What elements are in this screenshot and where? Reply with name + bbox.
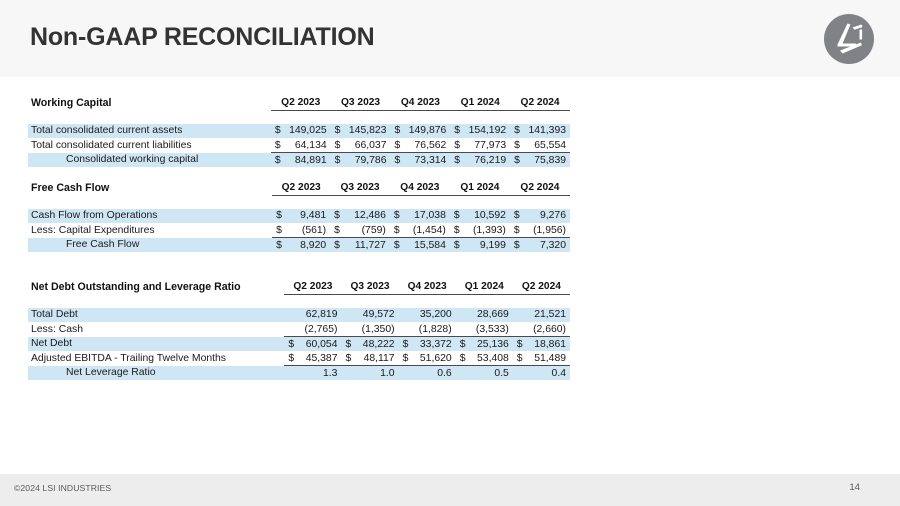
currency-symbol	[399, 308, 412, 323]
cell-value: (561)	[286, 223, 331, 238]
cell-value: 79,786	[344, 153, 391, 168]
cell-value: 145,823	[344, 124, 391, 139]
column-header-q2-2023: Q2 2023	[271, 96, 331, 111]
table-header-row	[28, 181, 570, 196]
currency-symbol: $	[450, 138, 463, 153]
column-header-q3-2023: Q3 2023	[330, 181, 390, 196]
currency-symbol	[284, 308, 297, 323]
page-title: Non-GAAP RECONCILIATION	[30, 23, 375, 51]
currency-symbol: $	[510, 124, 523, 139]
page-number: 14	[849, 482, 860, 493]
cell-value: 17,038	[403, 209, 450, 224]
cell-value: 18,861	[525, 337, 570, 352]
cell-value: 25,136	[468, 337, 512, 352]
column-header-q1-2024: Q1 2024	[456, 280, 513, 295]
currency-symbol: $	[456, 351, 469, 366]
cell-value: 76,562	[403, 138, 450, 153]
row-label: Net Debt	[28, 337, 284, 352]
row-label: Total consolidated current assets	[28, 124, 271, 139]
row-label: Total consolidated current liabilities	[31, 139, 192, 151]
cell-value: 64,134	[284, 138, 331, 153]
row-label: Less: Cash	[31, 323, 83, 335]
currency-symbol: $	[272, 223, 285, 238]
cell-value: 45,387	[297, 351, 341, 366]
column-header-q1-2024: Q1 2024	[450, 96, 510, 111]
cell-value: 8,920	[286, 238, 331, 253]
cell-value: 33,372	[411, 337, 455, 352]
currency-symbol: $	[272, 209, 285, 224]
currency-symbol: $	[399, 351, 412, 366]
cell-value: 49,572	[354, 308, 398, 323]
table-net-debt	[28, 280, 570, 380]
cell-value: (3,533)	[468, 322, 512, 337]
cell-value: 51,489	[525, 351, 570, 366]
currency-symbol: $	[330, 238, 343, 253]
cell-value: 7,320	[523, 238, 570, 253]
currency-symbol: $	[331, 138, 344, 153]
cell-value: 15,584	[403, 238, 450, 253]
table-row	[28, 308, 570, 323]
cell-value: 60,054	[297, 337, 341, 352]
row-label: Cash Flow from Operations	[28, 209, 272, 224]
currency-symbol	[284, 322, 297, 337]
cell-value: (1,454)	[403, 223, 450, 238]
column-header-q2-2023: Q2 2023	[272, 181, 330, 196]
row-label: Adjusted EBITDA - Trailing Twelve Months	[31, 352, 227, 364]
currency-symbol	[399, 366, 412, 381]
row-label: Total Debt	[28, 308, 284, 323]
cell-value: 75,839	[523, 153, 570, 168]
currency-symbol: $	[284, 351, 297, 366]
cell-value: 62,819	[297, 308, 341, 323]
column-header-q4-2023: Q4 2023	[390, 96, 450, 111]
table-row	[28, 223, 570, 238]
table-header-row	[28, 280, 570, 295]
currency-symbol: $	[399, 337, 412, 352]
cell-value: 21,521	[525, 308, 570, 323]
currency-symbol	[341, 308, 354, 323]
currency-symbol: $	[390, 223, 403, 238]
currency-symbol	[456, 366, 469, 381]
table-body	[28, 196, 570, 253]
cell-value: (1,828)	[411, 322, 455, 337]
currency-symbol: $	[330, 209, 343, 224]
row-label: Net Leverage Ratio	[28, 366, 284, 381]
currency-symbol: $	[341, 337, 354, 352]
row-label: Less: Capital Expenditures	[31, 224, 155, 236]
table-body	[28, 295, 570, 381]
currency-symbol: $	[331, 124, 344, 139]
table-row	[28, 351, 570, 366]
cell-value: 9,481	[286, 209, 331, 224]
table-row-subtotal	[28, 366, 570, 381]
cell-value: 66,037	[344, 138, 391, 153]
column-header-q4-2023: Q4 2023	[399, 280, 456, 295]
column-header-q2-2024: Q2 2024	[513, 280, 570, 295]
lsi-logo	[823, 13, 875, 65]
cell-value: 12,486	[344, 209, 390, 224]
currency-symbol: $	[390, 238, 403, 253]
cell-value: 35,200	[411, 308, 455, 323]
table-row	[28, 209, 570, 224]
currency-symbol: $	[272, 238, 285, 253]
column-header-q4-2023: Q4 2023	[390, 181, 450, 196]
row-label: Free Cash Flow	[28, 238, 272, 253]
cell-value: 76,219	[463, 153, 510, 168]
table-row	[28, 337, 570, 352]
cell-value: 0.5	[468, 366, 512, 381]
cell-value: 1.0	[354, 366, 398, 381]
currency-symbol: $	[510, 138, 523, 153]
currency-symbol	[513, 366, 526, 381]
cell-value: 84,891	[284, 153, 331, 168]
cell-value: 9,199	[463, 238, 510, 253]
column-header-q2-2023: Q2 2023	[284, 280, 341, 295]
currency-symbol	[341, 322, 354, 337]
currency-symbol	[284, 366, 297, 381]
cell-value: 149,876	[403, 124, 450, 139]
currency-symbol: $	[330, 223, 343, 238]
currency-symbol: $	[331, 153, 344, 168]
currency-symbol: $	[456, 337, 469, 352]
cell-value: 0.4	[525, 366, 570, 381]
table-working-capital	[28, 96, 570, 167]
currency-symbol: $	[510, 209, 523, 224]
cell-value: 77,973	[463, 138, 510, 153]
cell-value: 51,620	[411, 351, 455, 366]
currency-symbol: $	[450, 238, 463, 253]
cell-value: (1,393)	[463, 223, 510, 238]
currency-symbol: $	[513, 337, 526, 352]
cell-value: (2,660)	[525, 322, 570, 337]
column-header-q2-2024: Q2 2024	[510, 181, 570, 196]
currency-symbol	[456, 308, 469, 323]
table-row	[28, 124, 570, 139]
currency-symbol: $	[284, 337, 297, 352]
table-row-subtotal	[28, 153, 570, 168]
cell-value: 1.3	[297, 366, 341, 381]
currency-symbol	[399, 322, 412, 337]
cell-value: 48,222	[354, 337, 398, 352]
currency-symbol: $	[450, 223, 463, 238]
cell-value: 154,192	[463, 124, 510, 139]
slide-header	[0, 0, 900, 78]
cell-value: 48,117	[354, 351, 398, 366]
currency-symbol	[513, 322, 526, 337]
currency-symbol: $	[390, 153, 403, 168]
cell-value: 149,025	[284, 124, 331, 139]
currency-symbol: $	[450, 124, 463, 139]
section-title: Free Cash Flow	[31, 182, 110, 195]
footer-copyright: ©2024 LSI INDUSTRIES	[14, 483, 112, 493]
currency-symbol: $	[271, 124, 284, 139]
cell-value: (1,956)	[523, 223, 570, 238]
column-header-q1-2024: Q1 2024	[450, 181, 510, 196]
currency-symbol: $	[390, 124, 403, 139]
section-title: Working Capital	[31, 97, 112, 110]
currency-symbol: $	[510, 223, 523, 238]
table-header-row	[28, 96, 570, 111]
cell-value: 65,554	[523, 138, 570, 153]
cell-value: 141,393	[523, 124, 570, 139]
cell-value: (2,765)	[297, 322, 341, 337]
spacer	[28, 111, 570, 124]
cell-value: 28,669	[468, 308, 512, 323]
cell-value: 0.6	[411, 366, 455, 381]
cell-value: 11,727	[344, 238, 390, 253]
table-row-subtotal	[28, 238, 570, 253]
currency-symbol: $	[271, 153, 284, 168]
currency-symbol: $	[510, 153, 523, 168]
currency-symbol	[341, 366, 354, 381]
row-label: Consolidated working capital	[28, 153, 271, 168]
spacer	[28, 295, 570, 308]
cell-value: 53,408	[468, 351, 512, 366]
slide-body	[0, 77, 900, 474]
slide-footer	[0, 474, 900, 506]
table-body	[28, 111, 570, 168]
table-row	[28, 322, 570, 337]
table-free-cash-flow	[28, 181, 570, 252]
cell-value: (1,350)	[354, 322, 398, 337]
column-header-q3-2023: Q3 2023	[341, 280, 398, 295]
cell-value: 10,592	[463, 209, 510, 224]
currency-symbol	[456, 322, 469, 337]
cell-value: 9,276	[523, 209, 570, 224]
column-header-q2-2024: Q2 2024	[510, 96, 570, 111]
section-title: Net Debt Outstanding and Leverage Ratio	[31, 281, 241, 294]
currency-symbol	[513, 308, 526, 323]
currency-symbol: $	[390, 138, 403, 153]
currency-symbol: $	[450, 209, 463, 224]
cell-value: 73,314	[403, 153, 450, 168]
currency-symbol: $	[510, 238, 523, 253]
column-header-q3-2023: Q3 2023	[331, 96, 391, 111]
currency-symbol: $	[450, 153, 463, 168]
cell-value: (759)	[344, 223, 390, 238]
currency-symbol: $	[341, 351, 354, 366]
spacer	[28, 196, 570, 209]
currency-symbol: $	[390, 209, 403, 224]
currency-symbol: $	[513, 351, 526, 366]
currency-symbol: $	[271, 138, 284, 153]
table-row	[28, 138, 570, 153]
